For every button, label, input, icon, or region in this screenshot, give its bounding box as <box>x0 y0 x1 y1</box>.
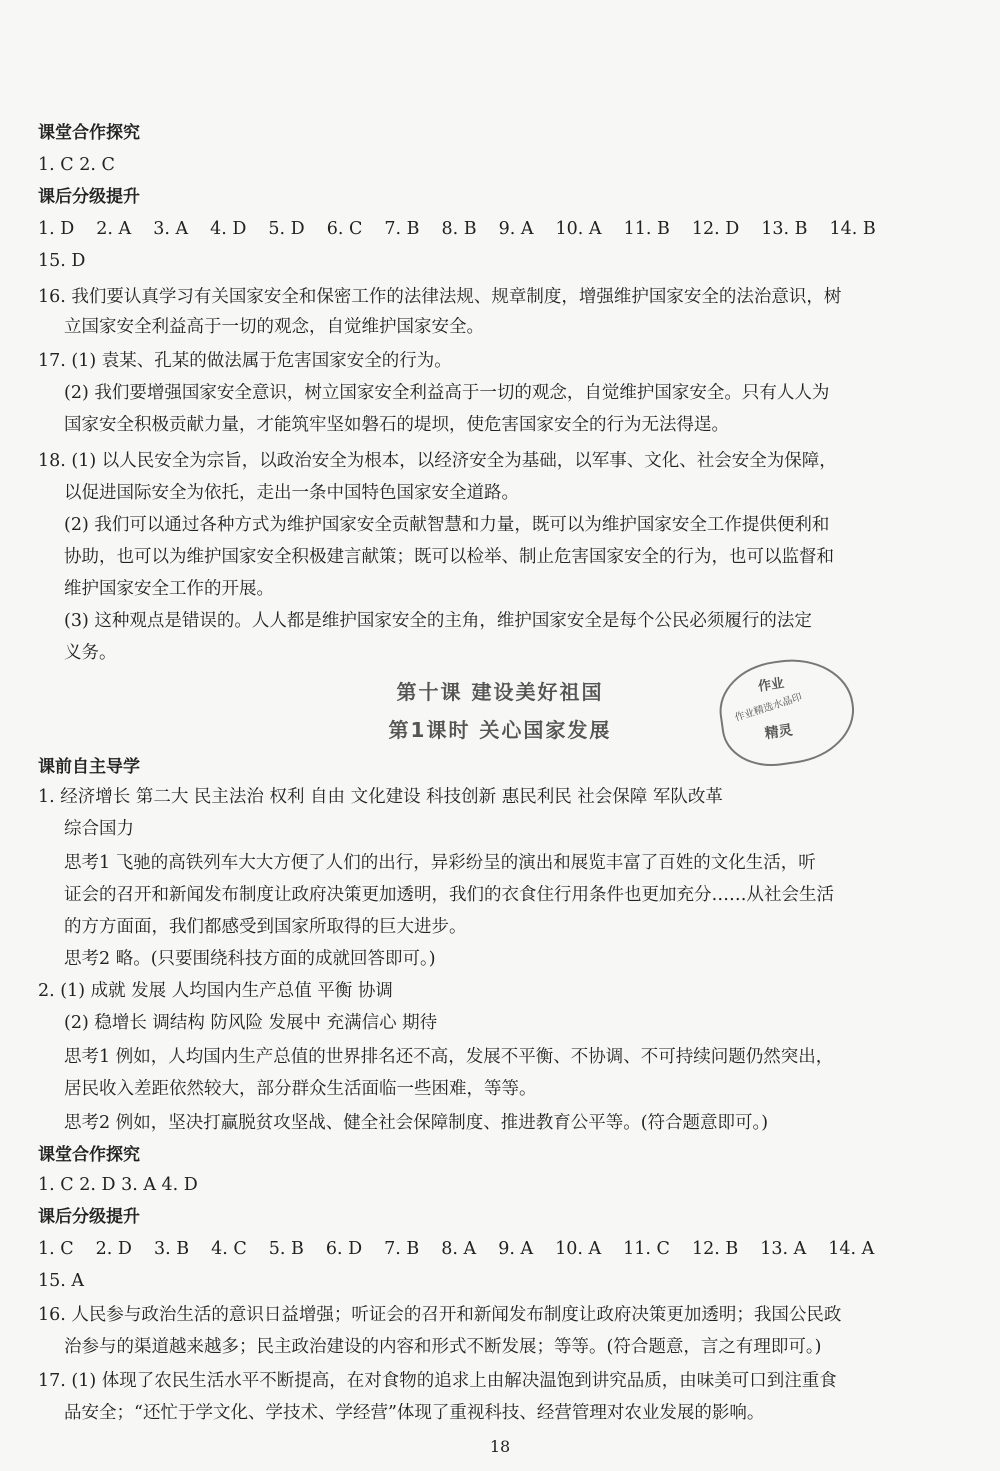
answer-item: 14. B <box>829 219 876 239</box>
answer-item: 3. B <box>153 1239 190 1259</box>
answer-item: 9. A <box>498 219 534 239</box>
answer-item: 13. B <box>761 219 808 239</box>
answer-item: 9. A <box>498 1239 534 1259</box>
answer-item: 2. D <box>95 1239 132 1259</box>
section-heading: 课后分级提升 <box>38 187 140 207</box>
answer-line: 综合国力 <box>64 819 134 839</box>
stamp-text: 精灵 <box>763 722 794 743</box>
answer-item: 10. A <box>555 219 602 239</box>
answer-line: 国家安全积极贡献力量，才能筑牢坚如磐石的堤坝，使危害国家安全的行为无法得逞。 <box>64 415 729 435</box>
answer-line: 17. (1) 体现了农民生活水平不断提高，在对食物的追求上由解决温饱到讲究品质，由味美可口到注重食 <box>38 1371 837 1391</box>
answer-line: (2) 我们可以通过各种方式为维护国家安全贡献智慧和力量，既可以为维护国家安全工作提供便利和 <box>64 515 830 535</box>
answer-item: 11. C <box>623 1239 670 1259</box>
answer-line: 义务。 <box>64 643 117 663</box>
answer-line: 思考1 飞驰的高铁列车大大方便了人们的出行，异彩纷呈的演出和展览丰富了百姓的文化生活，听 <box>64 853 816 873</box>
answer-item: 6. D <box>325 1239 363 1259</box>
answer-item: 10. A <box>555 1239 602 1259</box>
answer-row <box>38 214 876 244</box>
answer-item: 7. B <box>384 219 420 239</box>
answer-line: 思考1 例如，人均国内生产总值的世界排名还不高，发展不平衡、不协调、不可持续问题仍然突出， <box>64 1047 834 1067</box>
answer-item: 8. A <box>441 1239 477 1259</box>
answer-line: 的方方面面，我们都感受到国家所取得的巨大进步。 <box>64 917 467 937</box>
answer-item: 12. D <box>691 219 740 239</box>
answer-item: 1. C <box>38 1239 74 1259</box>
answer-item: 5. D <box>268 219 305 239</box>
answer-item: 3. A <box>153 219 189 239</box>
page-number: 18 <box>489 1437 511 1456</box>
answer-line: 思考2 略。(只要围绕科技方面的成就回答即可。) <box>64 949 436 969</box>
answer-line: 1. 经济增长 第二大 民主法治 权利 自由 文化建设 科技创新 惠民利民 社会保障 军队改革 <box>38 787 723 807</box>
answer-item: 13. A <box>760 1239 807 1259</box>
lesson-title: 第十课 建设美好祖国 <box>396 680 604 704</box>
answer-line: 2. (1) 成就 发展 人均国内生产总值 平衡 协调 <box>38 981 393 1001</box>
answer-line: 证会的召开和新闻发布制度让政府决策更加透明，我们的衣食住行用条件也更加充分……从社会生活 <box>64 885 834 905</box>
section-heading: 课堂合作探究 <box>38 1145 140 1165</box>
answer-item: 6. C <box>326 219 363 239</box>
section-heading: 课堂合作探究 <box>38 123 140 143</box>
answer-item: 12. B <box>691 1239 739 1259</box>
answer-line: 协助，也可以为维护国家安全积极建言献策；既可以检举、制止危害国家安全的行为，也可以监督和 <box>64 547 834 567</box>
answer-item: 1. D <box>38 219 75 239</box>
answer-item: 4. D <box>210 219 247 239</box>
answer-line: 思考2 例如，坚决打赢脱贫攻坚战、健全社会保障制度、推进教育公平等。(符合题意即可。) <box>64 1113 769 1133</box>
stamp-text: 作业 <box>757 676 786 695</box>
answer-line: (2) 我们要增强国家安全意识，树立国家安全利益高于一切的观念，自觉维护国家安全。只有人人为 <box>64 383 830 403</box>
stamp-text: 作业精选水晶印 <box>733 691 804 725</box>
answer-line: 以促进国际安全为依托，走出一条中国特色国家安全道路。 <box>64 483 519 503</box>
answer-line: 立国家安全利益高于一切的观念，自觉维护国家安全。 <box>64 317 484 337</box>
answer-row <box>38 1234 874 1264</box>
lesson-subtitle: 第1课时 关心国家发展 <box>388 718 612 742</box>
answer-item: 7. B <box>384 1239 420 1259</box>
answer-line: 品安全；“还忙于学文化、学技术、学经营”体现了重视科技、经营管理对农业发展的影响。 <box>64 1403 765 1423</box>
answer-line: 16. 人民参与政治生活的意识日益增强；听证会的召开和新闻发布制度让政府决策更加透明；我国公民政 <box>38 1305 842 1325</box>
answer-item: 2. A <box>96 219 132 239</box>
answer-line: 居民收入差距依然较大，部分群众生活面临一些困难，等等。 <box>64 1079 537 1099</box>
answer-line: 16. 我们要认真学习有关国家安全和保密工作的法律法规、规章制度，增强维护国家安全的法治意识，树 <box>38 287 842 307</box>
answer-line: 1. C 2. D 3. A 4. D <box>38 1175 198 1195</box>
answer-line: 17. (1) 袁某、孔某的做法属于危害国家安全的行为。 <box>38 351 452 371</box>
answer-line: 15. D <box>38 251 86 271</box>
answer-line: (2) 稳增长 调结构 防风险 发展中 充满信心 期待 <box>64 1013 438 1033</box>
answer-item: 4. C <box>211 1239 247 1259</box>
answer-line: 15. A <box>38 1271 85 1291</box>
answer-line: 1. C 2. C <box>38 155 115 175</box>
answer-item: 8. B <box>441 219 477 239</box>
answer-line: (3) 这种观点是错误的。人人都是维护国家安全的主角，维护国家安全是每个公民必须履行的法定 <box>64 611 812 631</box>
answer-line: 18. (1) 以人民安全为宗旨，以政治安全为根本，以经济安全为基础，以军事、文化、社会安全为保障， <box>38 451 837 471</box>
answer-item: 14. A <box>828 1239 875 1259</box>
answer-line: 维护国家安全工作的开展。 <box>64 579 274 599</box>
answer-line: 治参与的渠道越来越多；民主政治建设的内容和形式不断发展；等等。(符合题意，言之有理即可。) <box>64 1337 822 1357</box>
answer-item: 11. B <box>623 219 670 239</box>
answer-item: 5. B <box>268 1239 304 1259</box>
stamp-icon <box>713 651 860 773</box>
section-heading: 课后分级提升 <box>38 1207 140 1227</box>
section-heading: 课前自主导学 <box>38 757 140 777</box>
